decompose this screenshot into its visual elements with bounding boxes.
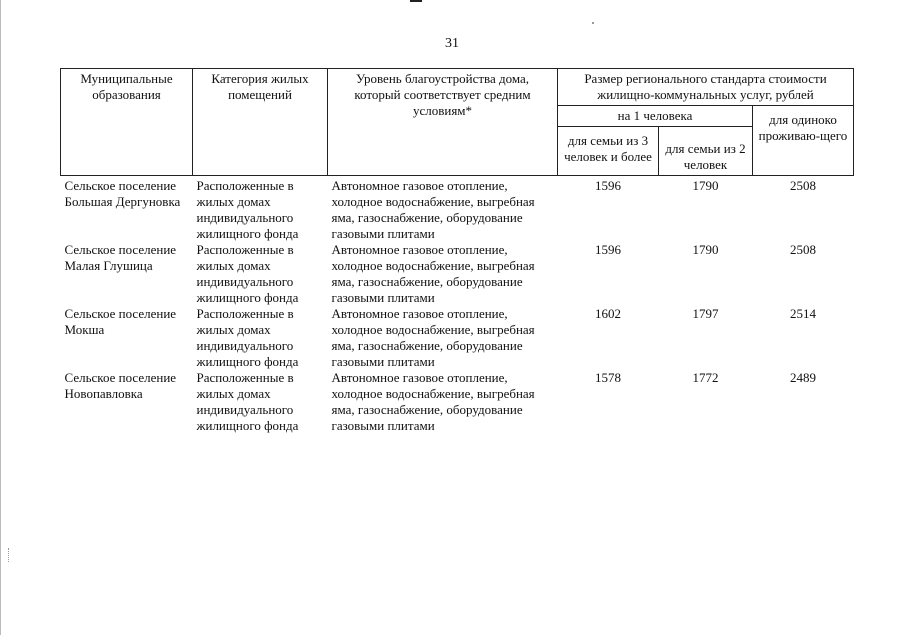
cell-family-3plus: 1596 (595, 178, 621, 193)
header-row-1 (61, 69, 854, 106)
cell-single: 2489 (790, 370, 816, 385)
header-improvement-level: Уровень благоустройства дома, который соответствует средним условиям* (328, 69, 558, 176)
cell-municipality: Сельское поселение Большая Дергуновка (64, 178, 181, 209)
cell-single: 2514 (790, 306, 816, 321)
header-family-2: для семьи из 2 человек (659, 127, 753, 176)
cell-family-2: 1790 (692, 242, 719, 257)
scan-top-mark (410, 0, 422, 2)
cell-category: Расположенные в жилых домах индивидуального жилищного фонда (196, 178, 299, 241)
page-number: 31 (445, 36, 459, 51)
table-row (61, 176, 854, 243)
cell-improvement: Автономное газовое отопление, холодное водоснабжение, выгребная яма, газоснабжение, оборудование газовыми плитами (331, 306, 535, 369)
cell-family-2: 1790 (692, 178, 719, 193)
cell-single: 2508 (790, 242, 816, 257)
cell-municipality: Сельское поселение Малая Глушица (64, 242, 177, 273)
scan-edge-dots (8, 548, 11, 562)
cell-improvement: Автономное газовое отопление, холодное водоснабжение, выгребная яма, газоснабжение, оборудование газовыми плитами (331, 178, 535, 241)
header-municipality: Муниципальные образования (61, 69, 193, 176)
scan-edge-line (0, 0, 1, 635)
cell-municipality: Сельское поселение Мокша (64, 306, 177, 337)
header-per-person: на 1 человека (558, 106, 753, 127)
cell-category: Расположенные в жилых домах индивидуального жилищного фонда (196, 242, 299, 305)
header-family-3plus: для семьи из 3 человек и более (558, 127, 659, 176)
header-standard-size: Размер регионального стандарта стоимости жилищно-коммунальных услуг, рублей (558, 69, 854, 106)
cell-family-3plus: 1578 (595, 370, 621, 385)
cell-family-2: 1797 (692, 306, 719, 321)
table-row (61, 242, 854, 306)
header-category: Категория жилых помещений (193, 69, 328, 176)
cell-family-2: 1772 (692, 370, 719, 385)
cell-single: 2508 (790, 178, 816, 193)
header-single: для одиноко проживаю-щего (753, 106, 854, 176)
cell-family-3plus: 1596 (595, 242, 621, 257)
cell-category: Расположенные в жилых домах индивидуального жилищного фонда (196, 370, 299, 433)
scan-speck (592, 22, 594, 24)
cell-improvement: Автономное газовое отопление, холодное водоснабжение, выгребная яма, газоснабжение, оборудование газовыми плитами (331, 242, 535, 305)
cell-improvement: Автономное газовое отопление, холодное водоснабжение, выгребная яма, газоснабжение, оборудование газовыми плитами (331, 370, 535, 433)
cell-municipality: Сельское поселение Новопавловка (64, 370, 177, 401)
tariff-table (60, 68, 854, 434)
cell-category: Расположенные в жилых домах индивидуального жилищного фонда (196, 306, 299, 369)
table-row (61, 306, 854, 370)
table-row (61, 370, 854, 434)
cell-family-3plus: 1602 (595, 306, 621, 321)
